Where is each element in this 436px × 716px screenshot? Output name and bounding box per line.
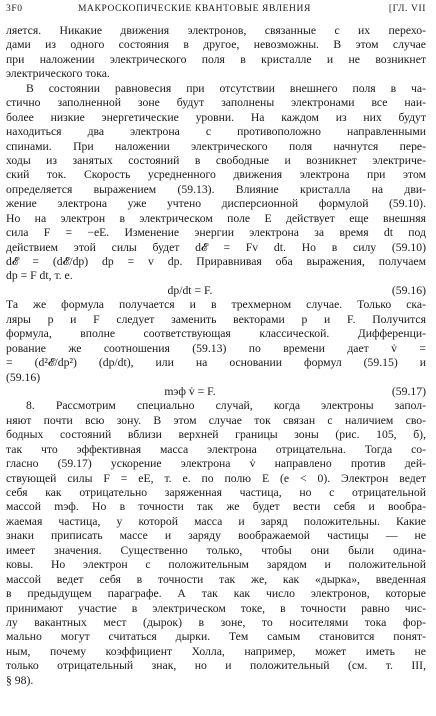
text-line: знаки приписать массе и заряду воображаемой частицы — не: [6, 529, 426, 543]
text-line: массой ведет себя в точности так же, как «дырка», введенная: [6, 572, 426, 586]
text-line: ляется. Никакие движения электронов, связанные с их перехо-: [6, 24, 426, 37]
formula-row: [6, 385, 426, 399]
text-line: только отрицательный знак, но и положительный (см. т. III,: [6, 659, 426, 673]
text-line: лу вакантных мест (дырок) в зоне, то носителями тока фор-: [6, 615, 426, 629]
text-line: ляры p и F следует заменить векторами p и F. Получится: [6, 312, 426, 326]
text-line: (59.16): [6, 370, 41, 384]
page-number: 3F0: [6, 4, 23, 14]
text-line: гласно (59.17) ускорение электрона v̇ направлено против дей-: [6, 457, 426, 471]
text-line: так что эффективная масса электрона отрицательна. Тогда со-: [6, 442, 426, 456]
text-line: мально могут считаться дырки. Тем самым становится понят-: [6, 630, 426, 644]
text-line: принимают участие в электрическом токе, в точности равно чис-: [6, 601, 426, 615]
text-line: спинами. При наложении электрического поля начнутся пере-: [6, 139, 426, 153]
text-line: В состоянии равновесия при отсутствии внешнего поля в ча-: [26, 81, 426, 95]
equation-number: (59.17): [391, 384, 426, 398]
text-line: ным, почему коэффициент Холла, например, может иметь не: [6, 644, 426, 658]
formula: mэф v̇ = F.: [164, 384, 216, 398]
text-line: определяется выражением (59.13). Влияние кристалла на дви-: [6, 182, 426, 196]
text-line: ходы из занятых состояний в свободные и возникнет электриче-: [6, 153, 426, 167]
text-line: более низкие энергетические уровни. На каждом из них будут: [6, 110, 426, 124]
text-line: сила F = −eE. Изменение энергии электрона за время dt под: [6, 226, 426, 240]
page-header: [6, 4, 426, 18]
text-line: = (d²𝓔/dp²) (dp/dt), или на основании формул (59.15) и: [6, 356, 426, 370]
text-line: находиться два электрона с противоположно направленными: [6, 125, 426, 139]
text-line: стично заполненной зоне будут заполнены электронами все наи-: [6, 96, 426, 110]
formula-row: [6, 284, 426, 298]
text-line: d𝓔 = (d𝓔/dp) dp = v dp. Приравнивая оба выражения, получаем: [6, 255, 426, 268]
text-line: при наложении электрического поля в кристалле и не возникнет: [6, 52, 426, 66]
text-line: ковы. Но электрон с положительным зарядом и положительной: [6, 558, 426, 572]
text-line: имеет значения. Существенно только, чтобы они были одина-: [6, 543, 426, 557]
text-line: ствующей силы F = eE, т. е. по полю E (e < 0). Электрон ведет: [6, 471, 426, 485]
text-line: няют почти всю зону. В этом случае ток связан с наличием сво-: [6, 413, 426, 427]
text-line: жаемая частица, у которой масса и заряд положительны. Какие: [6, 514, 426, 528]
running-title: МАКРОСКОПИЧЕСКИЕ КВАНТОВЫЕ ЯВЛЕНИЯ: [78, 4, 311, 14]
text-line: массой mэф. Но в точности так же будет вести себя и вообра-: [6, 500, 426, 514]
text-line: dp = F dt, т. е.: [6, 269, 73, 283]
text-line: дами из одного состояния в другое, невозможны. В этом случае: [6, 38, 426, 52]
body-text: [6, 24, 426, 688]
text-line: § 98).: [6, 673, 34, 687]
text-line: бодных состояний вблизи верхней границы зоны (рис. 105, б),: [6, 428, 426, 442]
text-line: 8. Рассмотрим специально случай, когда электроны запол-: [26, 399, 426, 413]
text-line: формула, вполне соответствующая классической. Дифференци-: [6, 327, 426, 341]
text-line: жение электрона уже учтено дисперсионной формулой (59.10).: [6, 197, 426, 211]
equation-number: (59.16): [391, 283, 426, 297]
text-line: Та же формула получается и в трехмерном случае. Только ска-: [6, 298, 426, 312]
text-line: ский ток. Скорость усредненного движения электрона при этом: [6, 168, 426, 182]
text-line: действием этой силы будет d𝓔 = Fv dt. Но в силу (59.10): [6, 240, 426, 254]
text-line: в предыдущем параграфе. А так как число электронов, которые: [6, 587, 426, 601]
formula: dp/dt = F.: [167, 283, 213, 297]
text-line: себя как отрицательно заряженная частица, но с отрицательной: [6, 486, 426, 499]
chapter-label: [ГЛ. VII: [388, 4, 426, 14]
text-line: рование же соотношения (59.13) по времени дает v̇ =: [6, 341, 426, 355]
text-line: Но на электрон в электрическом поле E действует еще внешняя: [6, 211, 426, 225]
text-line: электрического тока.: [6, 67, 110, 81]
